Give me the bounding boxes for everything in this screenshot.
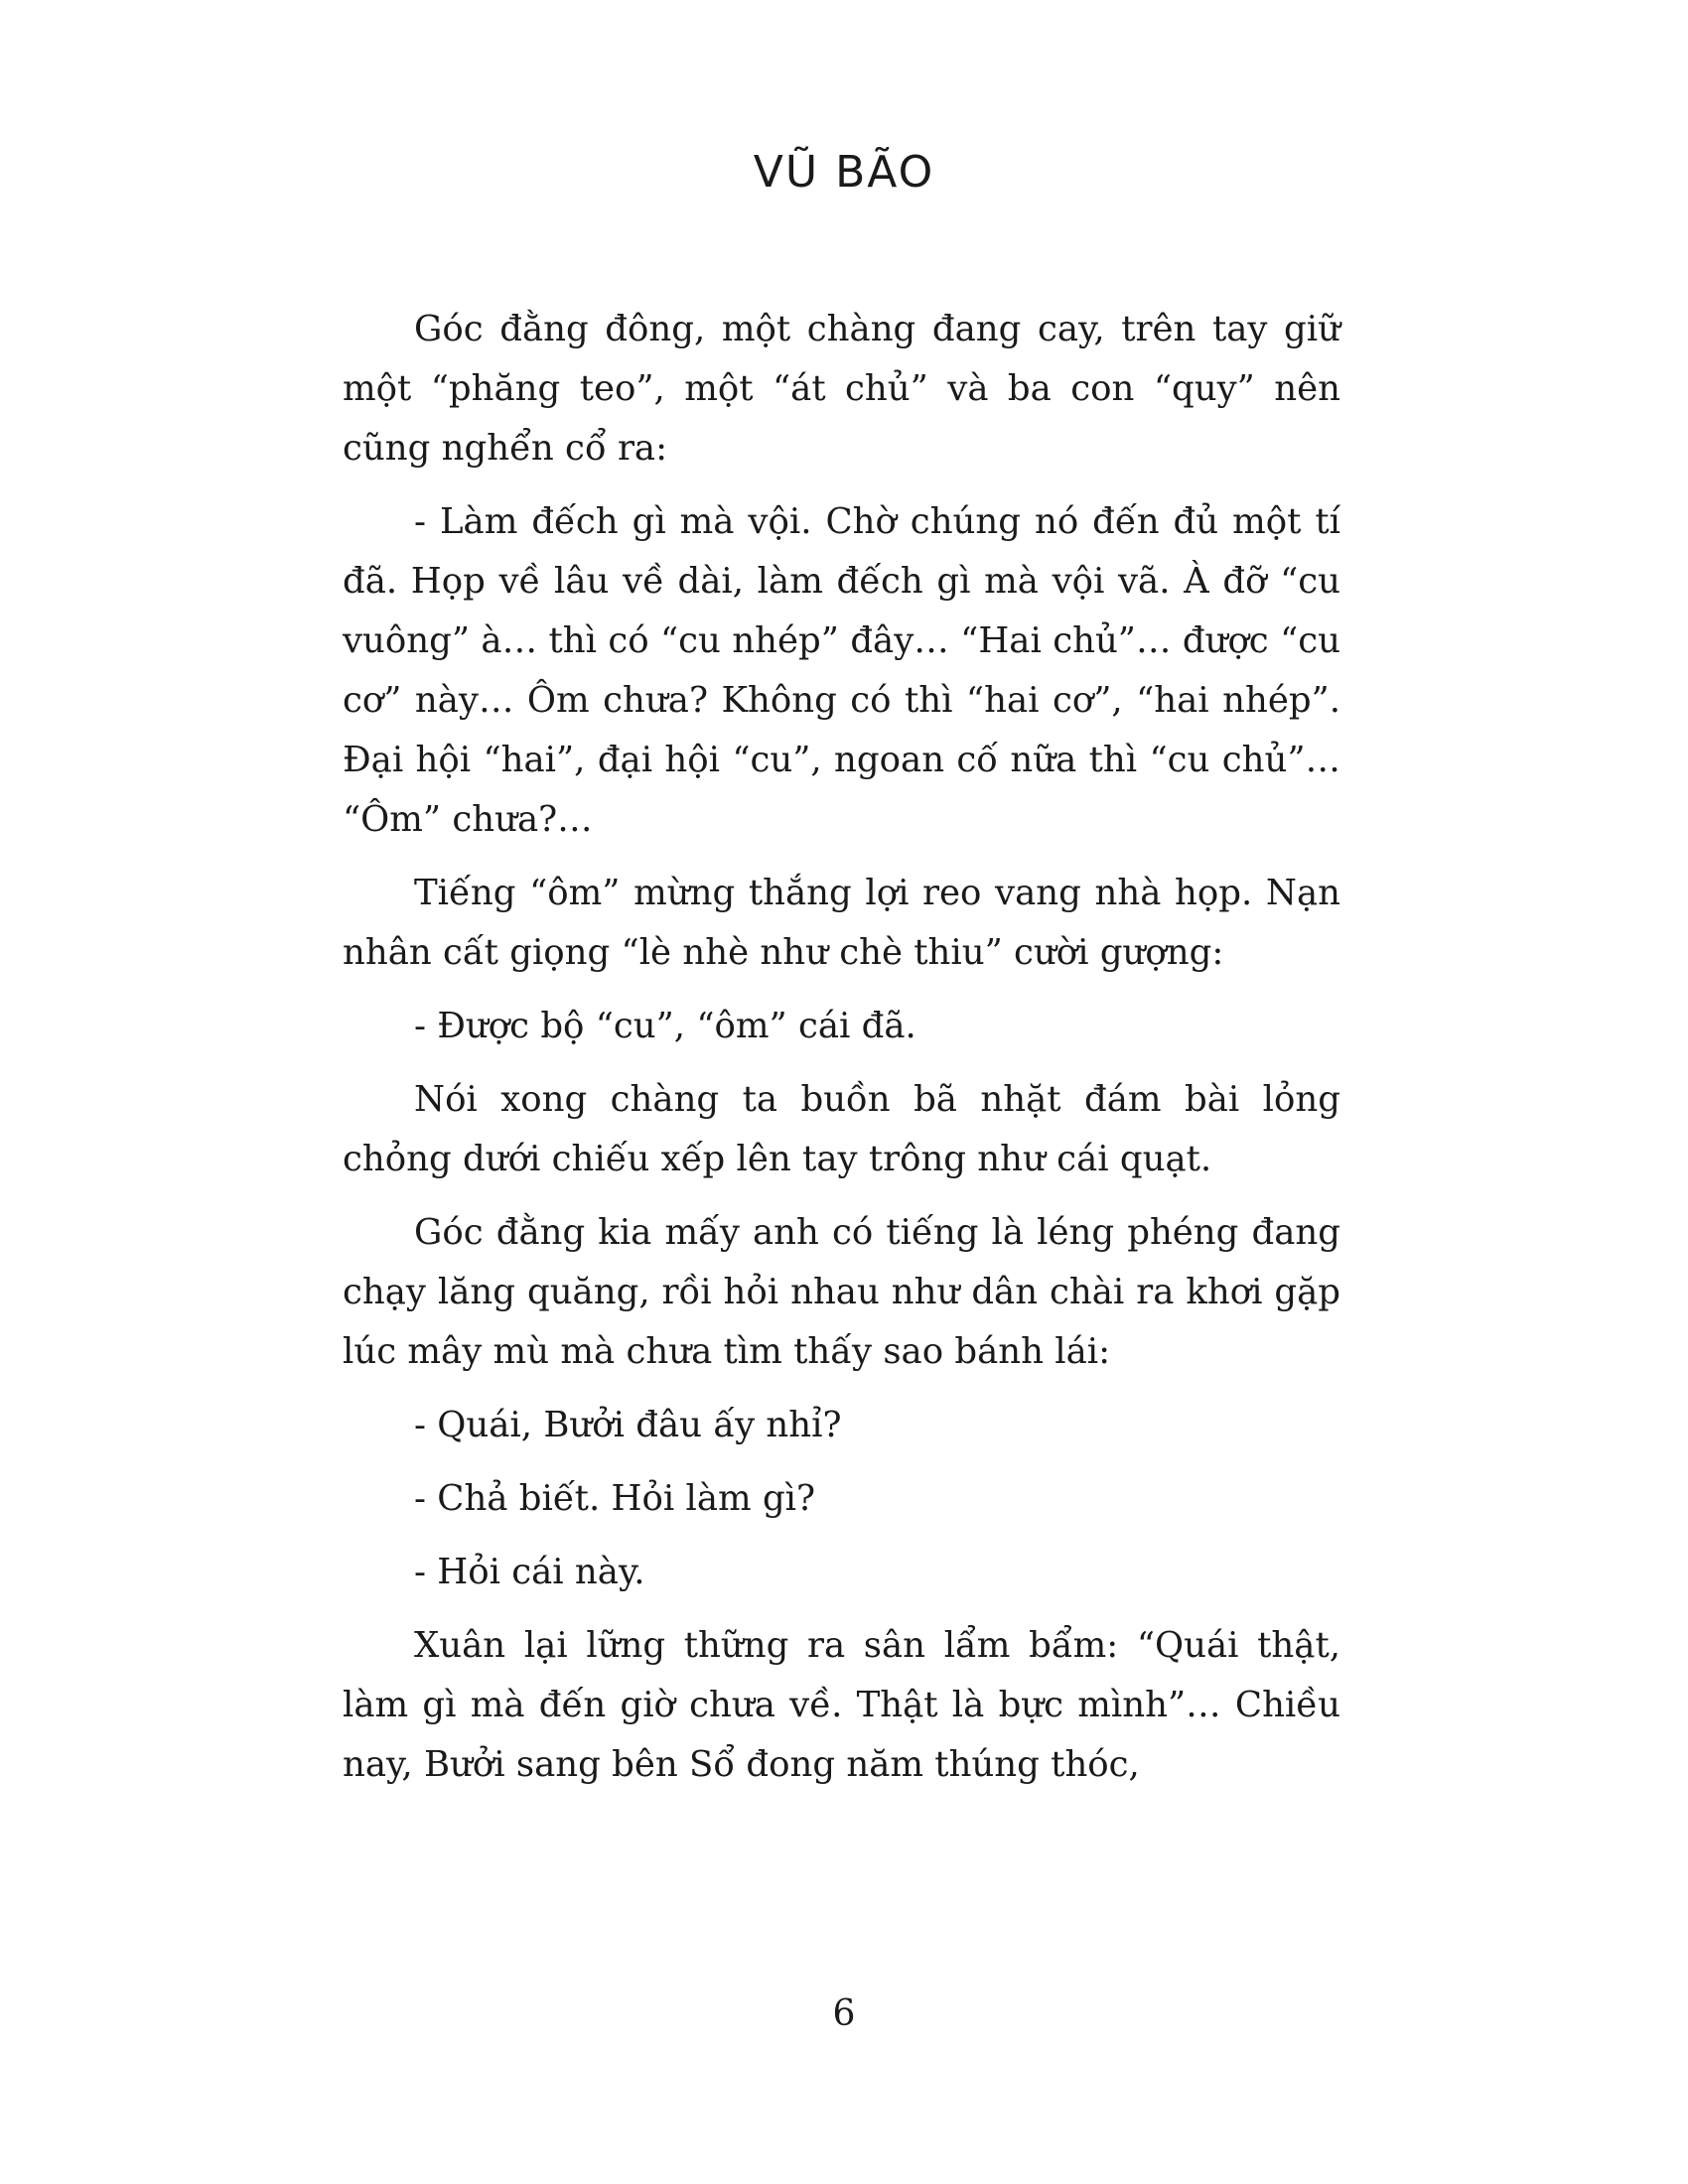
paragraph: Tiếng “ôm” mừng thắng lợi reo vang nhà họp. Nạn nhân cất giọng “lè nhè như chè thiu” cười gượng: [343,873,1340,973]
body-text [343,300,1340,1809]
paragraph: - Làm đếch gì mà vội. Chờ chúng nó đến đủ một tí đã. Họp về lâu về dài, làm đếch gì mà vội vã. À đỡ “cu vuông” à… thì có “cu nhép” đây… “Hai chủ”… được “cu cơ” này… Ôm chưa? Không có thì “hai cơ”, “hai nhép”. Đại hội “hai”, đại hội “cu”, ngoan cố nữa thì “cu chủ”… “Ôm” chưa?… [343,501,1340,840]
paragraph: - Chả biết. Hỏi làm gì? [414,1478,816,1519]
paragraph: - Quái, Bưởi đâu ấy nhỉ? [414,1405,842,1445]
paragraph: Góc đằng đông, một chàng đang cay, trên tay giữ một “phăng teo”, một “át chủ” và ba con “quy” nên cũng nghển cổ ra: [343,309,1340,469]
running-head: VŨ BÃO [753,147,935,198]
paragraph: Xuân lại lững thững ra sân lẩm bẩm: “Quái thật, làm gì mà đến giờ chưa về. Thật là bực mình”… Chiều nay, Bưởi sang bên Sổ đong năm thúng thóc, [343,1625,1340,1785]
page-number: 6 [832,1993,856,2034]
paragraph: Nói xong chàng ta buồn bã nhặt đám bài lỏng chỏng dưới chiếu xếp lên tay trông như cái quạt. [343,1079,1340,1179]
paragraph: - Được bộ “cu”, “ôm” cái đã. [414,1006,916,1046]
paragraph: Góc đằng kia mấy anh có tiếng là léng phéng đang chạy lăng quăng, rồi hỏi nhau như dân chài ra khơi gặp lúc mây mù mà chưa tìm thấy sao bánh lái: [343,1212,1340,1372]
paragraph: - Hỏi cái này. [414,1552,645,1592]
